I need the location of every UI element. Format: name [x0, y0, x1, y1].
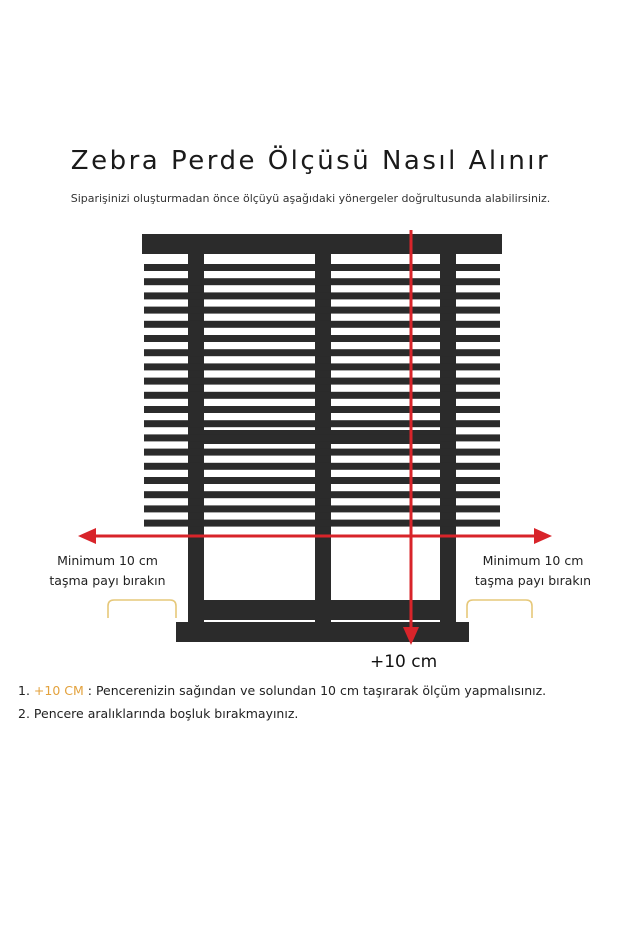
blind-slat	[144, 449, 500, 456]
blind-slat	[144, 434, 500, 441]
note-1	[18, 683, 546, 698]
window-sill	[176, 622, 469, 642]
blind-slat	[144, 520, 500, 527]
note-2-text: Pencere aralıklarında boşluk bırakmayınız.	[33, 706, 299, 721]
right-label-line2: taşma payı bırakın	[474, 573, 592, 588]
left-label-line2: taşma payı bırakın	[49, 573, 166, 588]
left-bracket	[108, 600, 176, 618]
blind-slat	[144, 321, 500, 328]
right-overlap-label	[458, 551, 608, 591]
blind-slat	[144, 363, 500, 370]
blind-slat	[144, 420, 500, 427]
blind-slat	[144, 491, 500, 498]
blind-slat	[144, 463, 500, 470]
page-title: Zebra Perde Ölçüsü Nasıl Alınır	[70, 146, 551, 176]
note-2-prefix: 2.	[18, 706, 34, 721]
right-label-line1: Minimum 10 cm	[482, 553, 584, 568]
blind-slat	[144, 378, 500, 385]
blind-slat	[144, 292, 500, 299]
left-label-line1: Minimum 10 cm	[57, 553, 158, 568]
note-1-prefix: 1.	[18, 683, 34, 698]
left-overlap-label	[40, 551, 175, 591]
blind-slat	[144, 278, 500, 285]
right-bracket	[467, 600, 532, 618]
note-2	[18, 706, 298, 721]
blind-slat	[144, 335, 500, 342]
blind-slat	[144, 264, 500, 271]
blind-slat	[144, 406, 500, 413]
blind-slat	[144, 392, 500, 399]
blind-slat	[144, 477, 500, 484]
height-overlap-label: +10 cm	[370, 652, 438, 672]
blind-slat	[144, 505, 500, 512]
page-subtitle: Siparişinizi oluşturmadan önce ölçüyü aşağıdaki yönergeler doğrultusunda alabilirsiniz.	[70, 192, 551, 205]
head-rail	[142, 234, 502, 254]
blind-slat	[144, 349, 500, 356]
blind-slat	[144, 307, 500, 314]
note-1-accent: +10 CM	[33, 683, 84, 698]
note-1-text: : Pencerenizin sağından ve solundan 10 cm taşırarak ölçüm yapmalısınız.	[83, 683, 547, 698]
